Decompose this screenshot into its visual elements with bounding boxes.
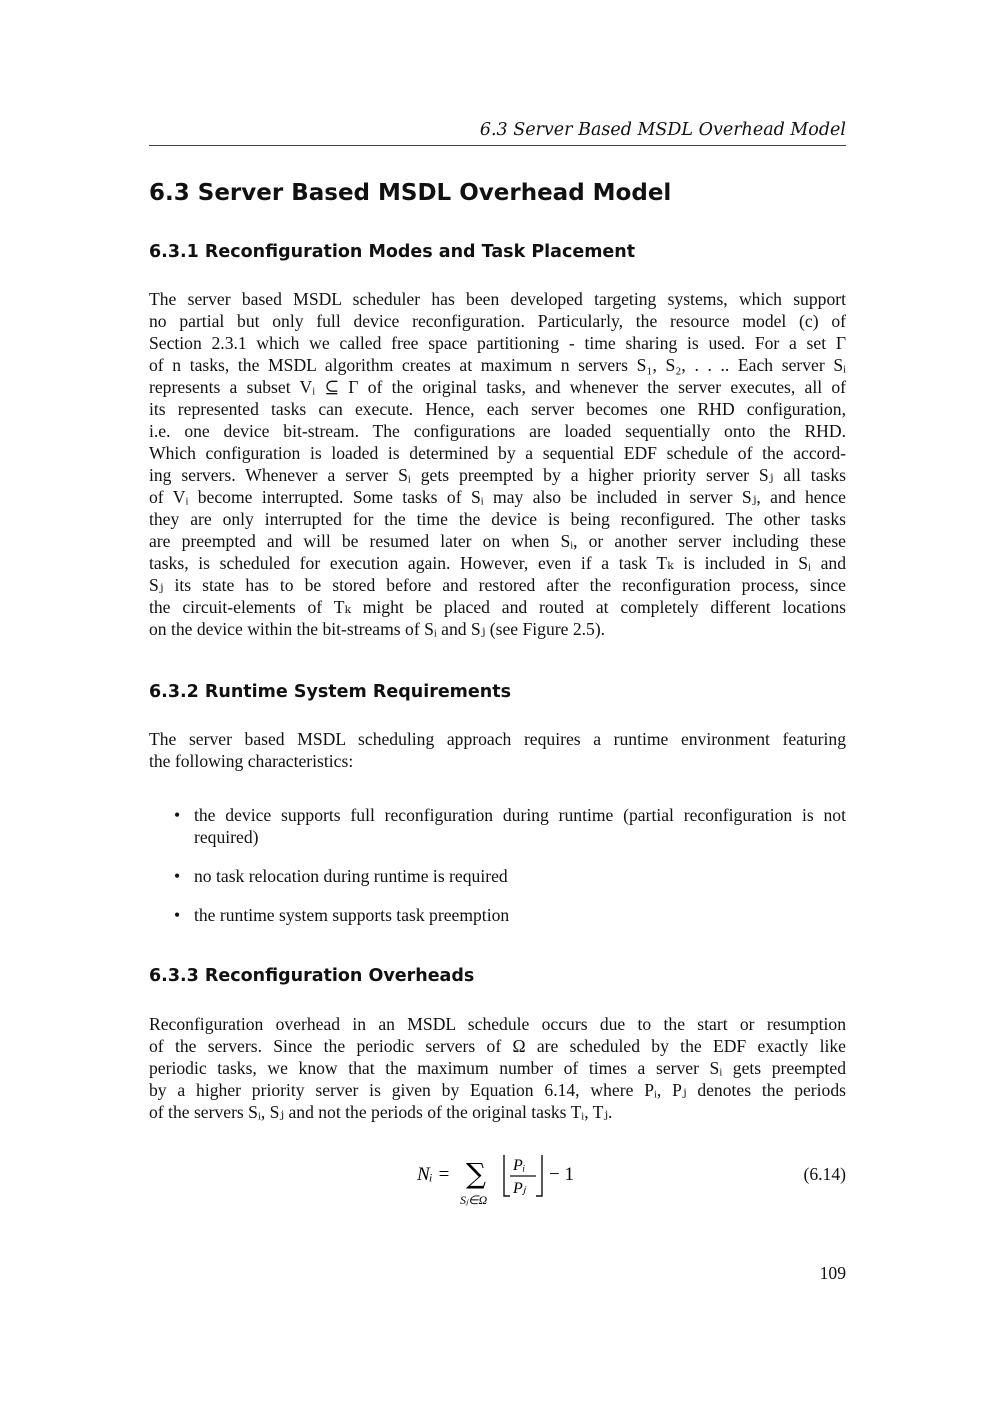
text-line: the circuit-elements of Tₖ might be placed and routed at completely different locations <box>149 597 846 617</box>
sum-subscript: Sⱼ∈Ω <box>460 1193 488 1207</box>
text-line: The server based MSDL scheduler has been developed targeting systems, which support <box>149 289 846 309</box>
text-line: Sⱼ its state has to be stored before and restored after the reconfiguration process, since <box>149 575 846 595</box>
text-line: are preempted and will be resumed later on when Sᵢ, or another server including these <box>149 531 846 551</box>
text-line: periodic tasks, we know that the maximum number of times a server Sᵢ gets preempted <box>149 1058 846 1078</box>
subsection-title-6-3-1: 6.3.1 Reconfiguration Modes and Task Placement <box>149 242 636 262</box>
text-line: represents a subset Vᵢ ⊆ Γ of the original tasks, and whenever the server executes, all of <box>149 377 846 397</box>
list-item <box>149 865 846 887</box>
page-number: 109 <box>819 1263 846 1283</box>
list-item-text: the runtime system supports task preemption <box>194 905 510 925</box>
bullet-icon: • <box>174 805 181 825</box>
text-line: no partial but only full device reconfiguration. Particularly, the resource model (c) of <box>149 311 846 331</box>
equation-lhs: Nᵢ = <box>417 1164 451 1185</box>
requirements-list <box>149 804 846 926</box>
sum-symbol: ∑ <box>466 1157 486 1190</box>
list-item <box>149 904 846 926</box>
text-line: of the servers Sᵢ, Sⱼ and not the periods of the original tasks Tᵢ, Tⱼ. <box>149 1102 613 1122</box>
text-line: The server based MSDL scheduling approach requires a runtime environment featuring <box>149 729 846 749</box>
section-title: 6.3 Server Based MSDL Overhead Model <box>149 180 672 206</box>
running-header: 6.3 Server Based MSDL Overhead Model <box>479 120 846 140</box>
paragraph-6-3-1 <box>149 288 846 640</box>
text-line: they are only interrupted for the time the device is being reconfigured. The other tasks <box>149 509 846 529</box>
bullet-icon: • <box>174 905 181 925</box>
text-line: ing servers. Whenever a server Sᵢ gets preempted by a higher priority server Sⱼ all tasks <box>149 465 846 485</box>
list-item-text: the device supports full reconfiguration during runtime (partial reconfiguration is not required) <box>194 805 846 847</box>
text-line: Which configuration is loaded is determined by a sequential EDF schedule of the accord- <box>149 443 846 463</box>
text-line: Section 2.3.1 which we called free space partitioning - time sharing is used. For a set Γ <box>149 333 846 353</box>
text-line: of Vᵢ become interrupted. Some tasks of Sᵢ may also be included in server Sⱼ, and hence <box>149 487 846 507</box>
text-line: of the servers. Since the periodic servers of Ω are scheduled by the EDF exactly like <box>149 1036 846 1056</box>
text-line: Reconfiguration overhead in an MSDL schedule occurs due to the start or resumption <box>149 1014 846 1034</box>
list-item <box>149 804 846 848</box>
text-line: its represented tasks can execute. Hence, each server becomes one RHD configuration, <box>149 399 846 419</box>
floor-bracket-right <box>536 1155 542 1196</box>
equation-number: (6.14) <box>803 1164 846 1184</box>
bullet-icon: • <box>174 866 181 886</box>
text-line: by a higher priority server is given by Equation 6.14, where Pᵢ, Pⱼ denotes the periods <box>149 1080 846 1100</box>
subsection-title-6-3-3: 6.3.3 Reconfiguration Overheads <box>149 966 475 986</box>
floor-bracket-left <box>504 1155 510 1196</box>
text-line: on the device within the bit-streams of Sᵢ and Sⱼ (see Figure 2.5). <box>149 619 606 639</box>
text-line: tasks, is scheduled for execution again. However, even if a task Tₖ is included in Sᵢ and <box>149 553 846 573</box>
equation-6-14 <box>400 1150 600 1210</box>
equation-tail: − 1 <box>549 1164 574 1185</box>
list-item-text: no task relocation during runtime is required <box>194 866 508 886</box>
text-line: i.e. one device bit-stream. The configurations are loaded sequentially onto the RHD. <box>149 421 846 441</box>
paragraph-6-3-2 <box>149 728 846 772</box>
paragraph-6-3-3 <box>149 1013 846 1123</box>
header-rule <box>149 145 846 146</box>
fraction-denominator: Pⱼ <box>513 1180 526 1197</box>
text-line: of n tasks, the MSDL algorithm creates at maximum n servers S₁, S₂, . . .. Each server Sᵢ <box>149 355 846 375</box>
text-line: the following characteristics: <box>149 751 354 771</box>
fraction-numerator: Pᵢ <box>513 1157 526 1174</box>
subsection-title-6-3-2: 6.3.2 Runtime System Requirements <box>149 682 512 702</box>
